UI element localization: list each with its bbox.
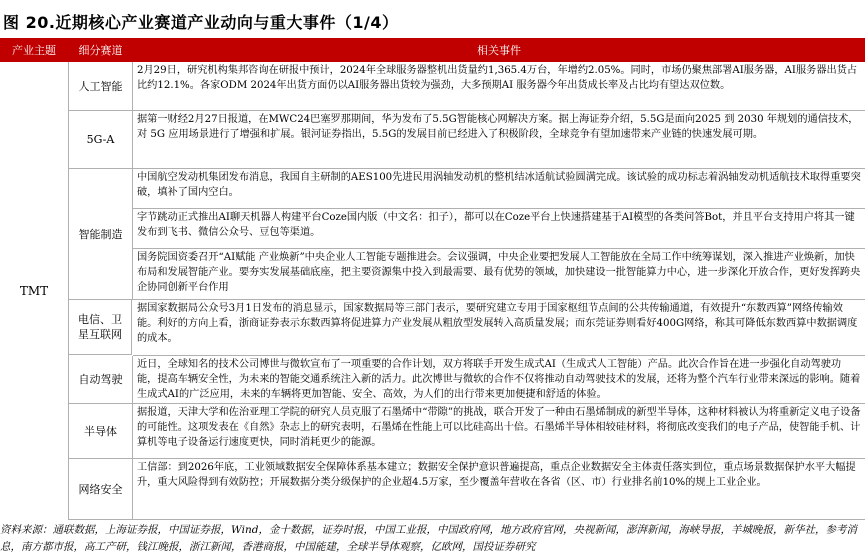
track-cell: 半导体 (69, 404, 133, 459)
header-track: 细分赛道 (78, 44, 123, 57)
figure-title: 图 20.近期核心产业赛道产业动向与重大事件（1/4） (3, 13, 399, 32)
track-cell: 5G-A (69, 111, 133, 169)
event-cell: 近日，全球知名的技术公司博世与微软宣布了一项重要的合作计划，双方将联手开发生成式AI（生成式人工智能）产品。此次合作旨在进一步强化自动驾驶功能，提高车辆安全性，为未来的智能交通系统注入新的活力。此次博世与微软的合作不仅将推动自动驾驶技术的发展，还将为整个汽车行业带来深远的影响。随着生成式AI的广泛应用，未来的车辆将更加智能、安全、高效，为人们的出行带来更加便捷和舒适的体验。 (133, 356, 865, 404)
track-cell: 电信、卫星互联网 (69, 300, 132, 355)
source-text: 通联数据，上海证券报，中国证券报，Wind，金十数据，证券时报，中国工业报，中国政府网，地方政府官网，央视新闻，澎湃新闻，海峡导报，羊城晚报，新华社，参考消息，南方都市报，高工产研，钱江晚报，浙江新闻，香港商报，中国能建，全球半导体观察，亿欧网，国投证券研究 (0, 524, 857, 553)
header-events: 相关事件 (477, 44, 521, 57)
source-note (0, 522, 865, 558)
track-cell: 网络安全 (69, 459, 133, 520)
event-cell: 据第一财经2月27日报道，在MWC24巴塞罗那期间，华为发布了5.5G智能核心网解决方案。据上海证券介绍，5.5G是面向2025 到 2030 年规划的通信技术，对 5G 应用场景进行了增强和扩展。银河证券指出，5.5G的发展目前已经进入了积极阶段，全球竞争有望加速带来产业链的快速发展可期。 (133, 111, 865, 169)
table-header (0, 40, 865, 62)
track-cell: 人工智能 (69, 62, 133, 111)
event-cell: 字节跳动正式推出AI聊天机器人构建平台Coze国内版（中文名：扣子），都可以在Coze平台上快速搭建基于AI模型的各类问答Bot，并且平台支持用户将其一键发布到飞书、微信公众号、豆包等渠道。 (133, 209, 865, 249)
event-cell: 国务院国资委召开“AI赋能 产业焕新”中央企业人工智能专题推进会。会议强调，中央企业要把发展人工智能放在全局工作中统筹谋划，深入推进产业焕新，加快布局和发展智能产业。要夯实发展基础底座，把主要资源集中投入到最需要、最有优势的领域，加快建设一批智能算力中心，进一步深化开放合作，更好发挥跨央企协同创新平台作用 (133, 249, 865, 300)
header-theme: 产业主题 (12, 44, 56, 57)
theme-cell: TMT (0, 62, 69, 520)
track-cell: 智能制造 (69, 169, 133, 300)
figure-title-bar (0, 0, 865, 38)
event-cell: 中国航空发动机集团发布消息，我国自主研制的AES100先进民用涡轴发动机的整机结冰适航试验圆满完成。该试验的成功标志着涡轴发动机适航技术取得重要突破，填补了国内空白。 (133, 169, 865, 209)
event-cell: 据报道，天津大学和佐治亚理工学院的研究人员克服了石墨烯中“带隙”的挑战，联合开发了一种由石墨烯制成的新型半导体，这种材料被认为将重新定义电子设备的可能性。这项发表在《自然》杂志上的研究表明，石墨烯在性能上可以比硅高出十倍。石墨烯半导体相较硅材料，将彻底改变我们的电子产品，使智能手机、计算机等电子设备运行速度更快，同时消耗更少的能源。 (133, 404, 865, 459)
track-cell: 自动驾驶 (69, 356, 133, 404)
event-cell: 据国家数据局公众号3月1日发布的消息显示，国家数据局等三部门表示，要研究建立专用于国家枢纽节点间的公共传输通道，有效提升“东数西算”网络传输效能。利好的方向上看，浙商证券表示东数西算将促进算力产业发展从粗放型发展转入高质量发展；而东莞证券则看好400G网络，称其可降低东数西算中数据调度的成本。 (133, 300, 865, 356)
event-cell: 工信部：到2026年底，工业领域数据安全保障体系基本建立；数据安全保护意识普遍提高，重点企业数据安全主体责任落实到位，重点场景数据保护水平大幅提升，重大风险得到有效防控；开展数据分类分级保护的企业超4.5万家，至少覆盖年营收在各省（区、市）行业排名前10%的规上工业企业。 (133, 459, 865, 520)
event-cell: 2月29日，研究机构集邦咨询在研报中预计，2024年全球服务器整机出货量约1,365.4万台，年增约2.05%。同时，市场仍聚焦部署AI服务器，AI服务器出货占比约12.1%。各家ODM 2024年出货方面仍以AI服务器出货较为强劲，大多预期AI 服务器今年出货成长率及占比均有望达双位数。 (133, 62, 865, 111)
source-label: 资料来源： (0, 524, 53, 536)
